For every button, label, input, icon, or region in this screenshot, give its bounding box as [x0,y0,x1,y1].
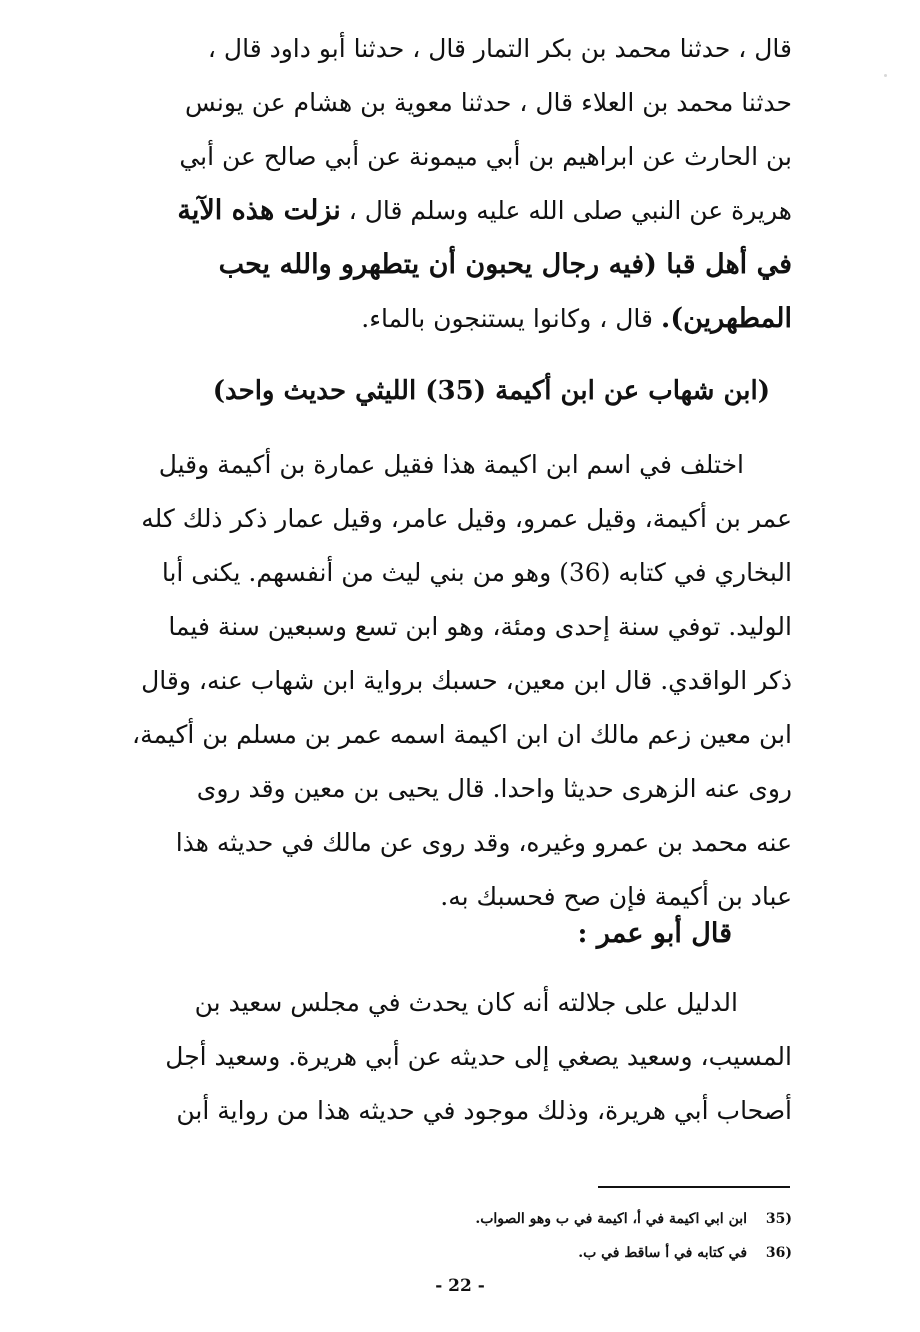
paragraph-line: الدليل على جلالته أنه كان يحدث في مجلس سعيد بن [194,988,738,1017]
paragraph-line: البخاري في كتابه (36) وهو من بني ليث من أنفسهم. يكنى أبا [161,558,792,587]
paragraph-line: روى عنه الزهرى حديثا واحدا. قال يحيى بن معين وقد روى [196,774,792,803]
paragraph-line: المطهرين). قال ، وكانوا يستنجون بالماء. [361,303,792,334]
paragraph-line: عمر بن أكيمة، وقيل عمرو، وقيل عامر، وقيل عمار ذكر ذلك كله [141,504,792,533]
footnote-item [372,1236,792,1270]
page-number: - 22 - [435,1276,485,1296]
paragraph-line: حدثنا محمد بن العلاء قال ، حدثنا معوية بن هشام عن يونس [185,88,792,117]
commentary-paragraph [127,976,792,1138]
footnote-number: 36) [765,1245,792,1261]
paragraph-line: ابن معين زعم مالك ان ابن اكيمة اسمه عمر بن مسلم بن أكيمة، [132,720,792,749]
footnote-text: في كتابه في أ ساقط في ب. [578,1245,748,1261]
biography-paragraph [127,438,792,924]
bold-verse-end: المطهرين). [660,303,792,334]
paragraph-line: عباد بن أكيمة فإن صح فحسبك به. [440,882,792,911]
footnote-divider [598,1186,790,1188]
scan-speck [884,74,887,77]
section-heading: (ابن شهاب عن ابن أكيمة (35) الليثي حديث واحد) [212,376,770,406]
paragraph-line: أصحاب أبي هريرة، وذلك موجود في حديثه هذا من رواية أبن [176,1096,792,1125]
sub-heading: قال أبو عمر : [577,918,732,949]
footnote-number: 35) [765,1211,792,1227]
paragraph-line: بن الحارث عن ابراهيم بن أبي ميمونة عن أبي صالح عن أبي [179,142,792,171]
footnotes [372,1202,792,1270]
opening-paragraph [127,22,792,346]
paragraph-line: عنه محمد بن عمرو وغيره، وقد روى عن مالك في حديثه هذا [175,828,792,857]
paragraph-line: ذكر الواقدي. قال ابن معين، حسبك برواية ابن شهاب عنه، وقال [141,666,792,695]
paragraph-line: المسيب، وسعيد يصغي إلى حديثه عن أبي هريرة. وسعيد أجل [165,1042,792,1071]
paragraph-line: الوليد. توفي سنة إحدى ومئة، وهو ابن تسع وسبعين سنة فيما [168,612,792,641]
footnote-text: ابن ابي اكيمة في أ، اكيمة في ب وهو الصواب. [475,1211,748,1227]
bold-verse-line: في أهل قبا (فيه رجال يحبون أن يتطهرو والله يحب [218,249,792,280]
paragraph-line: هريرة عن النبي صلى الله عليه وسلم قال ، نزلت هذه الآية [177,195,792,226]
bold-verse-start: نزلت هذه الآية [177,195,341,226]
paragraph-line: قال ، حدثنا محمد بن بكر التمار قال ، حدثنا أبو داود قال ، [207,34,792,63]
footnote-item [372,1202,792,1236]
paragraph-line: اختلف في اسم ابن اكيمة هذا فقيل عمارة بن أكيمة وقيل [158,450,744,479]
